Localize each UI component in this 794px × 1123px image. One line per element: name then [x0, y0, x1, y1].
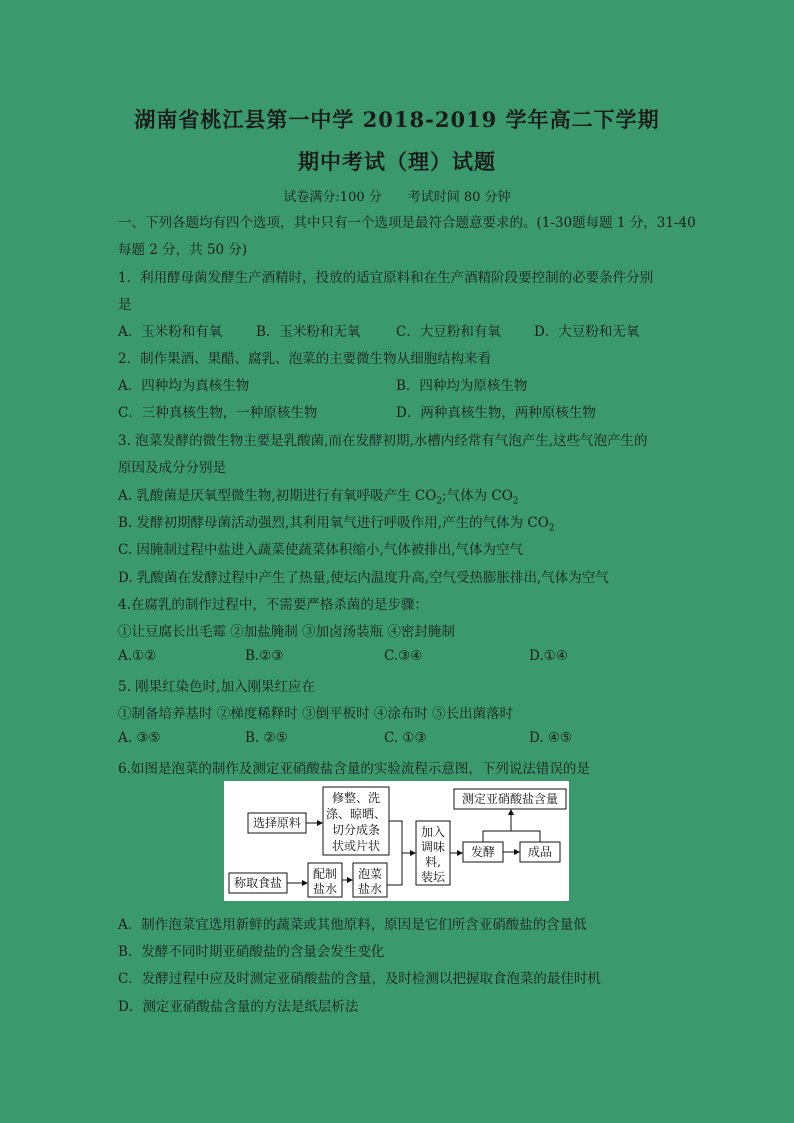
label-weigh: 称取食盐: [233, 876, 283, 890]
label-brine-1: 泡菜: [357, 867, 383, 881]
q5-option-c: C. ①③: [384, 730, 427, 746]
q3-stem-1: 3. 泡菜发酵的微生物主要是乳酸菌,而在发酵初期,水槽内经常有气泡产生,这些气泡产生的: [118, 433, 648, 449]
q3-option-d: D. 乳酸菌在发酵过程中产生了热量,使坛内温度升高,空气受热膨胀排出,气体为空气: [118, 570, 609, 586]
instructions-line-1: 一、下列各题均有四个选项，其中只有一个选项是最符合题意要求的。(1-30题每题 1 分，31-40: [118, 215, 696, 231]
label-product: 成品: [527, 845, 553, 859]
q6-option-a: A．制作泡菜宜选用新鲜的蔬菜或其他原料，原因是它们所含亚硝酸盐的含量低: [118, 917, 587, 933]
q6-stem: 6.如图是泡菜的制作及测定亚硝酸盐含量的实验流程示意图，下列说法错误的是: [118, 761, 590, 777]
label-add-2: 调味: [420, 840, 446, 854]
q2-option-c: C．三种真核生物，一种原核生物: [118, 405, 318, 421]
q1-option-d: D．大豆粉和无氧: [534, 324, 640, 340]
title-line-1: 湖南省桃江县第一中学 2018-2019 学年高二下学期: [134, 107, 660, 132]
q4-option-b: B.②③: [245, 648, 284, 664]
q4-steps: ①让豆腐长出毛霉 ②加盐腌制 ③加卤汤装瓶 ④密封腌制: [118, 624, 455, 640]
q1-stem-2: 是: [118, 297, 132, 313]
q3-stem-2: 原因及成分分别是: [118, 460, 226, 476]
q1-stem-1: 1．利用酵母菌发酵生产酒精时，投放的适宜原料和在生产酒精阶段要控制的必要条件分别: [118, 270, 654, 286]
q6-option-b: B．发酵不同时期亚硝酸盐的含量会发生变化: [118, 944, 385, 960]
q4-option-d: D.①④: [529, 648, 568, 664]
label-prepare-1: 配制: [312, 867, 338, 881]
q5-option-b: B. ②⑤: [245, 730, 288, 746]
flow-diagram: [224, 781, 569, 901]
label-measure: 测定亚硝酸盐含量: [461, 792, 559, 806]
q6-option-d: D．测定亚硝酸盐含量的方法是纸层析法: [118, 999, 359, 1015]
label-trim-4: 状或片状: [331, 839, 381, 853]
q2-option-a: A．四种均为真核生物: [118, 378, 250, 394]
q1-option-c: C．大豆粉和有氧: [396, 324, 501, 340]
q5-stem: 5. 刚果红染色时,加入刚果红应在: [118, 679, 315, 695]
q3-option-a: [118, 484, 519, 507]
label-prepare-2: 盐水: [312, 882, 338, 896]
label-add-3: 料,: [425, 855, 441, 869]
q5-steps: ①制备培养基时 ②梯度稀释时 ③倒平板时 ④涂布时 ⑤长出菌落时: [118, 706, 514, 722]
instructions-line-2: 每题 2 分，共 50 分): [118, 242, 248, 258]
q4-option-c: C.③④: [384, 648, 423, 664]
label-select: 选择原料: [252, 816, 302, 830]
q6-option-c: C．发酵过程中应及时测定亚硝酸盐的含量，及时检测以把握取食泡菜的最佳时机: [118, 971, 601, 987]
q1-option-b: B．玉米粉和无氧: [256, 324, 361, 340]
q3-option-a-text-2: ;气体为 CO: [442, 488, 513, 504]
q1-option-a: A．玉米粉和有氧: [118, 324, 223, 340]
q3-option-c: C. 因腌制过程中盐进入蔬菜使蔬菜体积缩小,气体被排出,气体为空气: [118, 542, 524, 558]
q2-option-b: B．四种均为原核生物: [396, 378, 528, 394]
label-trim-3: 切分成条: [331, 823, 381, 837]
q4-stem: 4.在腐乳的制作过程中，不需要严格杀菌的是步骤：: [118, 597, 428, 613]
q2-stem: 2．制作果酒、果醋、腐乳、泡菜的主要微生物从细胞结构来看: [118, 351, 492, 367]
q3-option-a-text: A. 乳酸菌是厌氧型微生物,初期进行有氧呼吸产生 CO: [118, 488, 437, 504]
label-trim-2: 涤、晾晒、: [325, 807, 387, 821]
exam-meta: [0, 186, 794, 205]
q5-option-d: D. ④⑤: [529, 730, 573, 746]
q3-option-a-sub-2: 2: [512, 496, 519, 507]
q4-option-a: A.①②: [118, 648, 157, 664]
q3-option-b: [118, 511, 555, 534]
label-brine-2: 盐水: [357, 882, 383, 896]
q2-option-d: D．两种真核生物，两种原核生物: [396, 405, 596, 421]
label-trim-1: 修整、洗: [331, 791, 381, 805]
q3-option-b-text: B. 发酵初期酵母菌活动强烈,其利用氧气进行呼吸作用,产生的气体为 CO: [118, 515, 549, 531]
q3-option-b-sub: 2: [548, 523, 555, 534]
label-add-4: 装坛: [420, 870, 446, 884]
title-line-2: 期中考试（理）试题: [298, 149, 496, 174]
label-ferment: 发酵: [470, 845, 496, 859]
q3-option-a-sub: 2: [436, 496, 443, 507]
score-info: 试卷满分:100 分: [283, 190, 382, 205]
label-add-1: 加入: [420, 825, 446, 839]
q5-option-a: A. ③⑤: [118, 730, 161, 746]
time-info: 考试时间 80 分钟: [407, 190, 511, 205]
